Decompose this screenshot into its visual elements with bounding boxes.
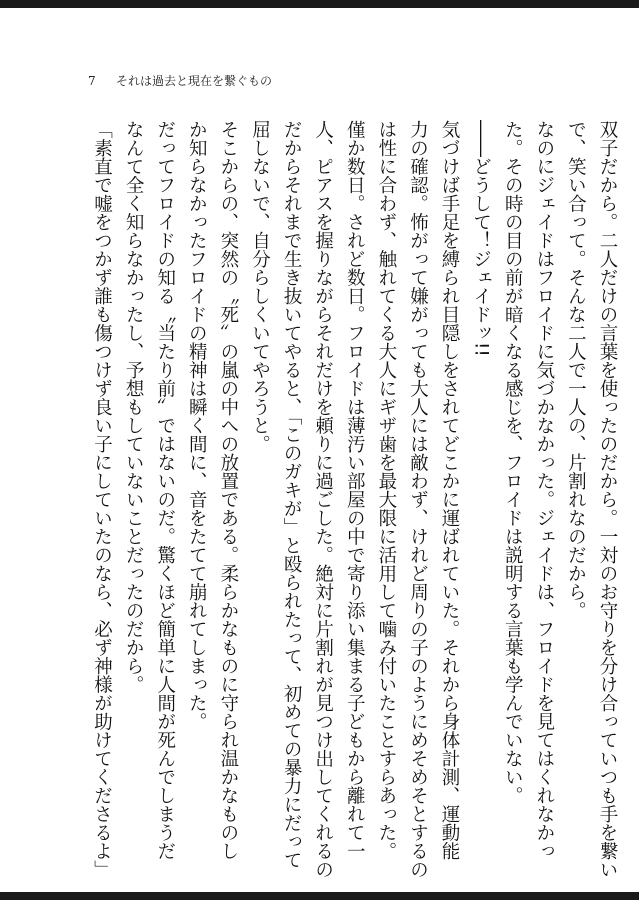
text-line: か知らなかったフロイドの精神は瞬く間に、音をたてて崩れてしまった。: [186, 120, 208, 731]
text-line: ――どうして！ジェイドッ!!: [470, 120, 492, 357]
text-line: 僅か数日。されど数日。フロイドは薄汚い部屋の中で寄り添い集まる子どもから離れて一: [344, 120, 366, 860]
text-line: 力の確認。怖がって嫌がっても大人には敵わず、けれど周りの子のようにめそめそとするの: [407, 120, 429, 879]
text-line: だからそれまで生き抜いてやると、「このガキが」と殴られたって、初めての暴力にだって: [281, 120, 303, 870]
chapter-title: それは過去と現在を繋ぐもの: [116, 74, 273, 88]
text-line: 双子だから。二人だけの言葉を使ったのだから。一対のお守りを分け合っていつも手を繋い: [597, 120, 618, 879]
text-line: 屈しないで、自分らしくいてやろうと。: [249, 120, 271, 453]
text-line: なのにジェイドはフロイドに気づかなかった。ジェイドは、フロイドを見てはくれなかっ: [533, 120, 555, 860]
text-line: そこからの、突然の〝死〟の嵐の中への放置である。柔らかなものに守られ温かなものし: [217, 120, 239, 860]
text-line: だってフロイドの知る〝当たり前〟ではないのだ。驚くほど簡単に人間が死んでしまうだ: [154, 120, 176, 860]
text-line: なんて全く知らなかったし、予想もしていないことだったのだから。: [123, 120, 145, 694]
page-number: 7: [88, 74, 96, 88]
running-head: [88, 72, 272, 89]
book-page: [0, 8, 639, 892]
text-line: 人、ピアスを握りながらそれだけを頼りに過ごした。絶対に片割れが見つけ出してくれるの: [312, 120, 334, 879]
body-text: [91, 120, 623, 879]
text-line: は性に合わず、触れてくる大人にギザ歯を最大限に活用して噛み付いたことすらあった。: [375, 120, 397, 860]
text-line: 気づけば手足を縛られ目隠しをされてどこかに運ばれていた。それから身体計測、運動能: [439, 120, 461, 860]
text-line: 「素直で嘘をつかず誰も傷つけず良い子にしていたのなら、必ず神様が助けてくださるよ」: [91, 120, 113, 879]
text-line: で、笑い合って。そんな二人で一人の、片割れなのだから。: [565, 120, 587, 620]
text-line: た。その時の目の前が暗くなる感じを、フロイドは説明する言葉も学んでいない。: [502, 120, 524, 805]
